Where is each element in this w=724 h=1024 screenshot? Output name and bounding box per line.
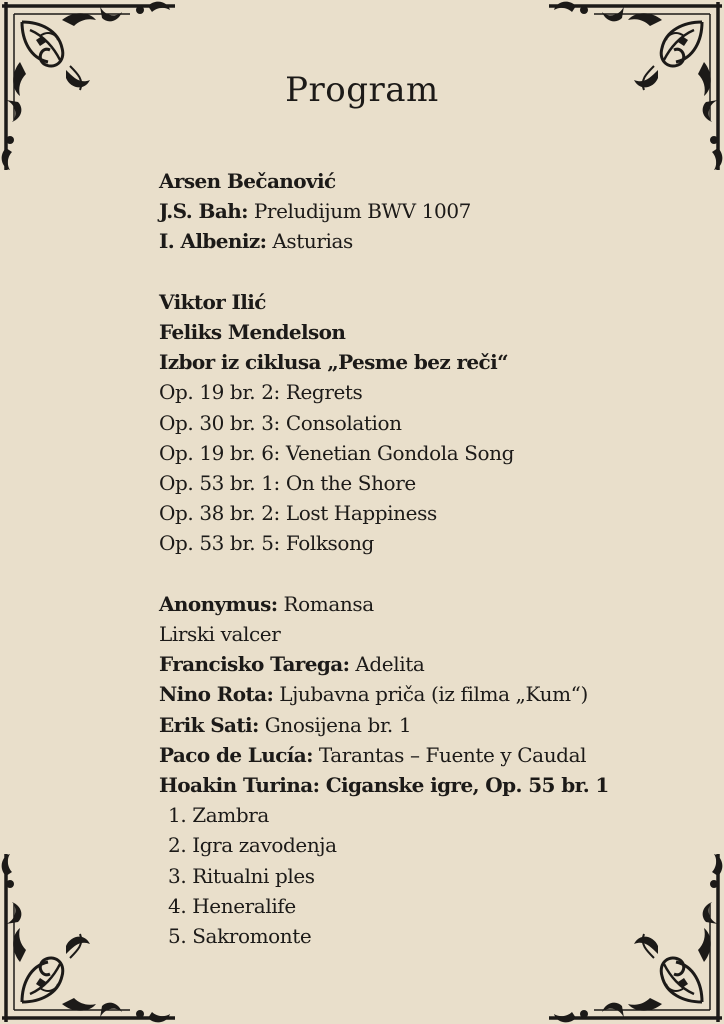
program-line-bold: Anonymus: bbox=[159, 591, 278, 616]
program-line bbox=[159, 196, 679, 226]
program-line bbox=[159, 740, 679, 770]
program-line-text: Adelita bbox=[349, 652, 425, 677]
program-line bbox=[159, 287, 679, 317]
program-line-bold: Arsen Bečanović bbox=[159, 169, 336, 193]
program-line-text: 2. Igra zavodenja bbox=[168, 833, 337, 858]
program-line-text: Op. 53 br. 5: Folksong bbox=[159, 531, 374, 556]
program-line-text: Lirski valcer bbox=[159, 622, 281, 647]
page-title: Program bbox=[285, 70, 439, 110]
program-line bbox=[159, 861, 679, 891]
program-line-bold: Erik Sati: bbox=[159, 712, 259, 737]
program-line-text: Asturias bbox=[266, 229, 353, 254]
program-line-bold: Viktor Ilić bbox=[159, 289, 266, 314]
program-line-text: Op. 19 br. 6: Venetian Gondola Song bbox=[159, 440, 515, 465]
program-line bbox=[159, 800, 679, 830]
program-line bbox=[159, 468, 679, 498]
program-line bbox=[159, 619, 679, 649]
program-list bbox=[159, 166, 679, 951]
program-line-bold: J.S. Bah: bbox=[159, 199, 248, 224]
program-line-bold: Hoakin Turina: Ciganske igre, Op. 55 br. 1 bbox=[159, 773, 609, 798]
program-line-text: Op. 30 br. 3: Consolation bbox=[159, 410, 402, 435]
program-line bbox=[159, 438, 679, 468]
program-line-text: Romansa bbox=[277, 591, 374, 616]
program-line-text: 3. Ritualni ples bbox=[168, 863, 315, 888]
program-line-bold: I. Albeniz: bbox=[159, 229, 267, 254]
program-line bbox=[159, 408, 679, 438]
program-line-text: Gnosijena br. 1 bbox=[258, 712, 412, 737]
program-line-bold: Izbor iz ciklusa „Pesme bez reči“ bbox=[159, 350, 509, 375]
program-line bbox=[159, 347, 679, 377]
program-line bbox=[159, 679, 679, 709]
program-line bbox=[159, 830, 679, 860]
program-line-text: Op. 38 br. 2: Lost Happiness bbox=[159, 501, 437, 526]
program-line bbox=[159, 166, 679, 196]
program-line bbox=[159, 589, 679, 619]
program-line bbox=[159, 317, 679, 347]
program-line-bold: Feliks Mendelson bbox=[159, 320, 346, 344]
program-line-bold: Francisko Tarega: bbox=[159, 652, 350, 677]
program-line bbox=[159, 921, 679, 951]
program-line bbox=[159, 649, 679, 679]
program-line bbox=[159, 226, 679, 256]
program-line-text: Ljubavna priča (iz filma „Kum“) bbox=[273, 682, 588, 707]
program-line bbox=[159, 377, 679, 407]
program-line-text: 5. Sakromonte bbox=[168, 924, 312, 949]
program-line-text: Op. 19 br. 2: Regrets bbox=[159, 380, 363, 405]
section-spacer bbox=[159, 257, 679, 287]
program-line-text: 4. Heneralife bbox=[168, 893, 296, 918]
program-line-text: Tarantas – Fuente y Caudal bbox=[312, 742, 587, 767]
section-spacer bbox=[159, 559, 679, 589]
program-line-bold: Paco de Lucía: bbox=[159, 742, 313, 767]
program-line bbox=[159, 528, 679, 558]
program-line bbox=[159, 891, 679, 921]
program-line bbox=[159, 770, 679, 800]
corner-ornament-bottom-left bbox=[0, 844, 180, 1024]
program-line-bold: Nino Rota: bbox=[159, 682, 274, 707]
program-line-text: Preludijum BWV 1007 bbox=[247, 199, 471, 224]
program-line bbox=[159, 498, 679, 528]
program-line-text: 1. Zambra bbox=[168, 803, 269, 828]
program-line bbox=[159, 710, 679, 740]
program-line-text: Op. 53 br. 1: On the Shore bbox=[159, 471, 416, 496]
